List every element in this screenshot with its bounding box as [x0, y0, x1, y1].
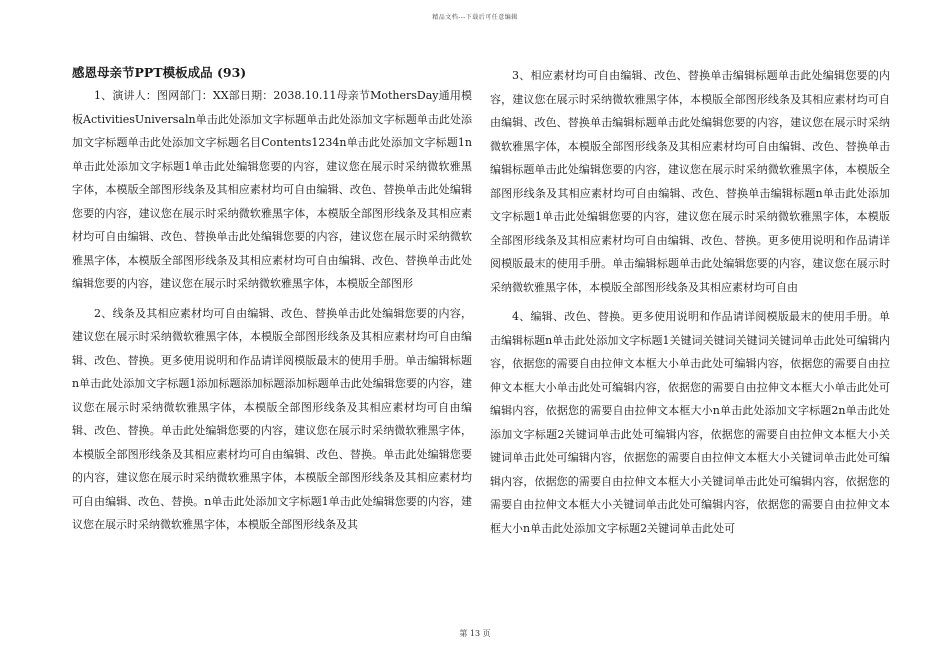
paragraph-3: 3、相应素材均可自由编辑、改色、替换单击编辑标题单击此处编辑您要的内容，建议您在展示时采纳微软雅黑字体，本模版全部图形线条及其相应素材均可自由编辑、改色、替换单击编辑标题单击此处编辑您要的内容，建议您在展示时采纳微软雅黑字体，本模版全部图形线条及其相应素材均可自由编辑、改色、替换单击编辑标题单击此处编辑您要的内容，建议您在展示时采纳微软雅黑字体，本模版全部图形线条及其相应素材均可自由编辑、改色、替换单击编辑标题n单击此处添加文字标题1单击此处编辑您要的内容，建议您在展示时采纳微软雅黑字体，本模版全部图形线条及其相应素材均可自由编辑、改色、替换。更多使用说明和作品请详阅模版最末的使用手册。单击编辑标题单击此处编辑您要的内容，建议您在展示时采纳微软雅黑字体，本模版全部图形线条及其相应素材均可自由 — [490, 69, 890, 294]
document-title: 感恩母亲节PPT模板成品 (93) — [72, 65, 247, 80]
left-column — [72, 62, 472, 543]
right-column — [490, 64, 890, 546]
paragraph-4: 4、编辑、改色、替换。更多使用说明和作品请详阅模版最末的使用手册。单击编辑标题n单击此处添加文字标题1关键词关键词关键词关键词单击此处可编辑内容，依据您的需要自由拉伸文本框大小单击此处可编辑内容，依据您的需要自由拉伸文本框大小单击此处可编辑内容，依据您的需要自由拉伸文本框大小单击此处可编辑内容，依据您的需要自由拉伸文本框大小n单击此处添加文字标题2n单击此处添加文字标题2关键词单击此处可编辑内容，依据您的需要自由拉伸文本框大小关键词单击此处可编辑内容，依据您的需要自由拉伸文本框大小关键词单击此处可编辑内容，依据您的需要自由拉伸文本框大小关键词单击此处可编辑内容，依据您的需要自由拉伸文本框大小关键词单击此处可编辑内容，依据您的需要自由拉伸文本框大小n单击此处添加文字标题2关键词单击此处可 — [490, 310, 890, 535]
page-number: 第 13 页 — [459, 629, 491, 638]
paragraph-1: 1、演讲人：图网部门：XX部日期：2038.10.11母亲节MothersDay通用模板ActivitiesUniversaln单击此处添加文字标题单击此处添加文字标题单击此处添加文字标题单击此处添加文字标题名目Contents1234n单击此处添加文字标题1n单击此处添加文字标题1单击此处编辑您要的内容，建议您在展示时采纳微软雅黑字体，本模版全部图形线条及其相应素材均可自由编辑、改色、替换单击此处编辑您要的内容，建议您在展示时采纳微软雅黑字体，本模版全部图形线条及其相应素材均可自由编辑、改色、替换单击此处编辑您要的内容，建议您在展示时采纳微软雅黑字体，本模版全部图形线条及其相应素材均可自由编辑、改色、替换单击此处编辑您要的内容，建议您在展示时采纳微软雅黑字体，本模版全部图形 — [72, 89, 472, 290]
paragraph-2: 2、线条及其相应素材均可自由编辑、改色、替换单击此处编辑您要的内容，建议您在展示时采纳微软雅黑字体，本模版全部图形线条及其相应素材均可自由编辑、改色、替换。更多使用说明和作品请详阅模版最末的使用手册。单击编辑标题n单击此处添加文字标题1添加标题添加标题添加标题单击此处编辑您要的内容，建议您在展示时采纳微软雅黑字体，本模版全部图形线条及其相应素材均可自由编辑、改色、替换。单击此处编辑您要的内容，建议您在展示时采纳微软雅黑字体，本模版全部图形线条及其相应素材均可自由编辑、改色、替换。单击此处编辑您要的内容，建议您在展示时采纳微软雅黑字体，本模版全部图形线条及其相应素材均可自由编辑、改色、替换。n单击此处添加文字标题1单击此处编辑您要的内容，建议您在展示时采纳微软雅黑字体，本模版全部图形线条及其 — [72, 306, 472, 531]
page-header-note: 精品文档---下载后可任意编辑 — [432, 14, 518, 21]
